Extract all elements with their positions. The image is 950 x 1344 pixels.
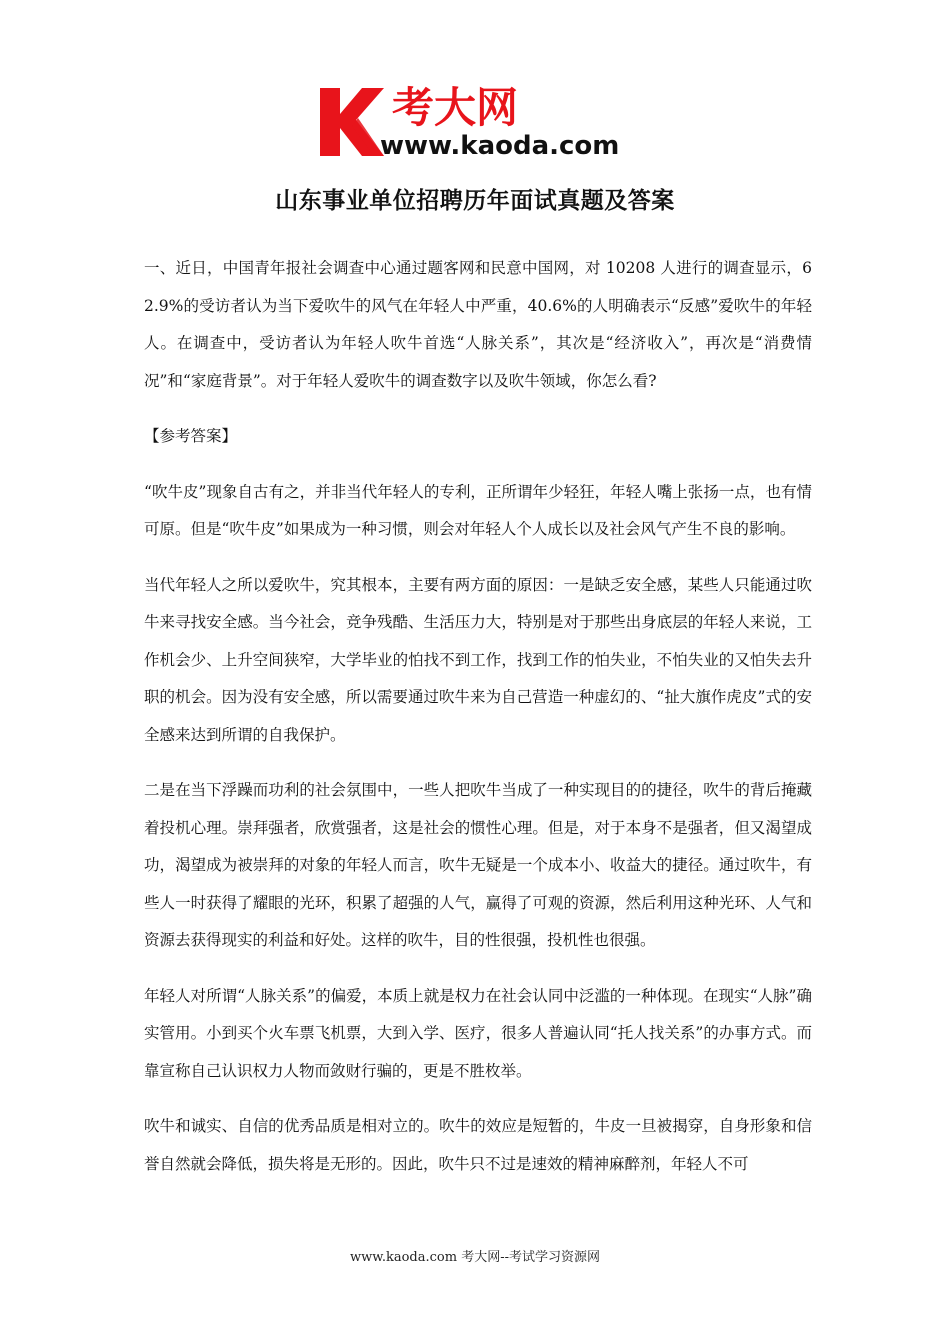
answer-paragraph-2: 当代年轻人之所以爱吹牛，究其根本，主要有两方面的原因：一是缺乏安全感，某些人只能通过吹牛来寻找安全感。当今社会，竞争残酷、生活压力大，特别是对于那些出身底层的年轻人来说，工作机会少、上升空间狭窄，大学毕业的怕找不到工作，找到工作的怕失业，不怕失业的又怕失去升职的机会。因为没有安全感，所以需要通过吹牛来为自己营造一种虚幻的、“扯大旗作虎皮”式的安全感来达到所谓的自我保护。 xyxy=(144,575,812,744)
answer-paragraph-5: 吹牛和诚实、自信的优秀品质是相对立的。吹牛的效应是短暂的，牛皮一旦被揭穿，自身形象和信誉自然就会降低，损失将是无形的。因此，吹牛只不过是速效的精神麻醉剂，年轻人不可 xyxy=(144,1117,812,1173)
kaoda-logo xyxy=(318,82,638,158)
logo-name-text: 考大网 xyxy=(392,83,519,132)
page-footer: www.kaoda.com 考大网--考试学习资源网 xyxy=(350,1250,600,1265)
question-paragraph: 一、近日，中国青年报社会调查中心通过题客网和民意中国网，对 10208 人进行的调查显示，62.9%的受访者认为当下爱吹牛的风气在年轻人中严重，40.6%的人明确表示“反感”爱吹牛的年轻人。在调查中，受访者认为年轻人吹牛首选“人脉关系”，其次是“经济收入”，再次是“消费情况”和“家庭背景”。对于年轻人爱吹牛的调查数字以及吹牛领域，你怎么看? xyxy=(144,259,812,390)
page-title: 山东事业单位招聘历年面试真题及答案 xyxy=(275,188,675,214)
logo-url-text: www.kaoda.com xyxy=(380,131,620,158)
reference-answer-heading: 【参考答案】 xyxy=(144,427,238,445)
answer-paragraph-1: “吹牛皮”现象自古有之，并非当代年轻人的专利，正所谓年少轻狂，年轻人嘴上张扬一点，也有情可原。但是“吹牛皮”如果成为一种习惯，则会对年轻人个人成长以及社会风气产生不良的影响。 xyxy=(144,482,812,538)
kaoda-logo-graphic xyxy=(318,82,638,158)
article-body xyxy=(144,250,812,1201)
answer-paragraph-4: 年轻人对所谓“人脉关系”的偏爱，本质上就是权力在社会认同中泛滥的一种体现。在现实“人脉”确实管用。小到买个火车票飞机票，大到入学、医疗，很多人普遍认同“托人找关系”的办事方式。而靠宣称自己认识权力人物而敛财行骗的，更是不胜枚举。 xyxy=(144,986,812,1080)
answer-paragraph-3: 二是在当下浮躁而功利的社会氛围中，一些人把吹牛当成了一种实现目的的捷径，吹牛的背后掩藏着投机心理。崇拜强者，欣赏强者，这是社会的惯性心理。但是，对于本身不是强者，但又渴望成功，渴望成为被崇拜的对象的年轻人而言，吹牛无疑是一个成本小、收益大的捷径。通过吹牛，有些人一时获得了耀眼的光环，积累了超强的人气，赢得了可观的资源，然后利用这种光环、人气和资源去获得现实的利益和好处。这样的吹牛，目的性很强，投机性也很强。 xyxy=(144,781,812,949)
